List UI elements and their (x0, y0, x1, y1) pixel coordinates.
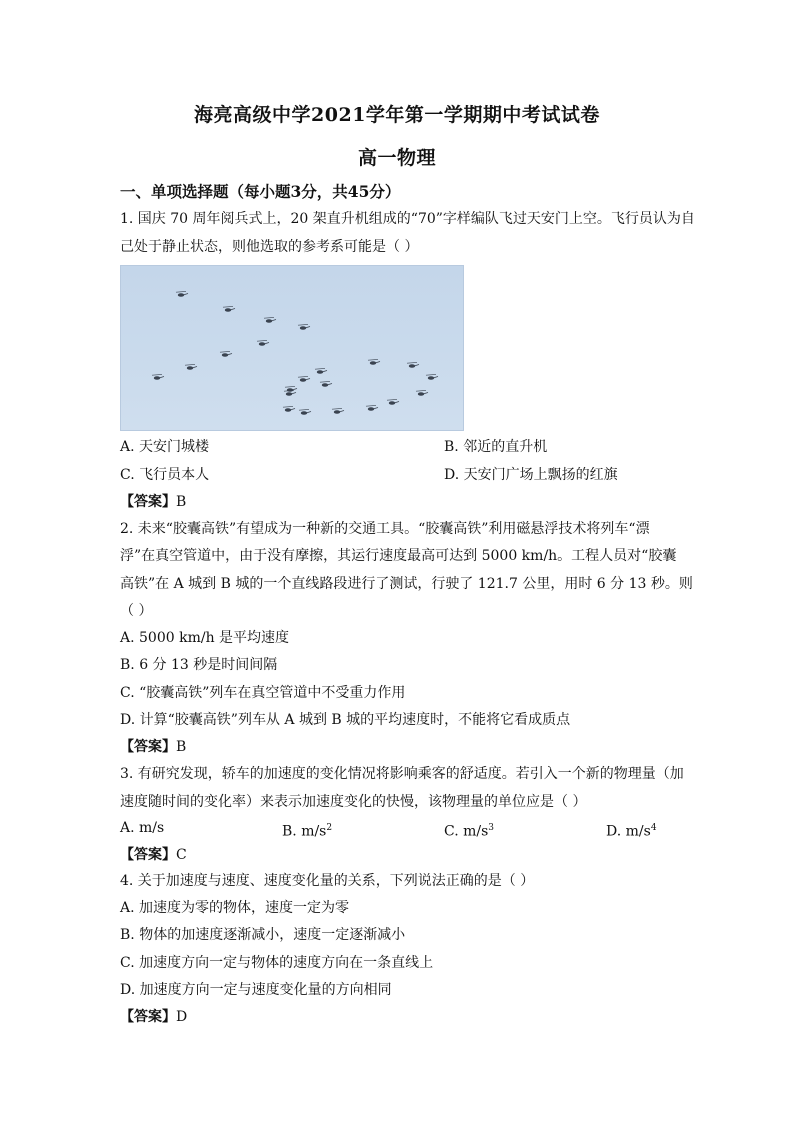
q2-option-a: A. 5000 km/h 是平均速度 (120, 630, 290, 646)
q1-text-line2: 己处于静止状态，则他选取的参考系可能是（ ） (120, 239, 419, 255)
q2-text-line1: 2. 未来“胶囊高铁”有望成为一种新的交通工具。“胶囊高铁”利用磁悬浮技术将列车“漂 (120, 521, 650, 537)
q3-option-a: A. m/s (120, 820, 165, 836)
q3-text-line1: 3. 有研究发现，轿车的加速度的变化情况将影响乘客的舒适度。若引入一个新的物理量（加 (120, 766, 684, 782)
q3-option-b: B. $m/s^2$ (282, 823, 333, 840)
q3-answer (120, 845, 187, 865)
helicopter-icon (332, 408, 344, 413)
q4-answer (120, 1007, 187, 1027)
helicopter-icon (298, 376, 310, 381)
helicopter-icon (366, 405, 378, 410)
q2-answer (120, 737, 186, 757)
q2-text-line2: 浮”在真空管道中，由于没有摩擦，其运行速度最高可达到 5000 km/h。工程人员对“胶囊 (120, 548, 677, 564)
q4-option-b: B. 物体的加速度逐渐减小，速度一定逐渐减小 (120, 927, 406, 943)
q2-option-b: B. 6 分 13 秒是时间间隔 (120, 657, 278, 673)
q1-option-a: A. 天安门城楼 (120, 439, 210, 455)
helicopter-icon (407, 362, 419, 367)
q1-option-c: C. 飞行员本人 (120, 467, 210, 483)
helicopter-icon (264, 317, 276, 322)
exam-title: 海亮高级中学2021学年第一学期期中考试试卷 (194, 104, 600, 126)
section-heading: 一、单项选择题（每小题3分，共45分） (120, 182, 401, 201)
q2-answer-value: B (176, 739, 187, 755)
helicopter-icon (315, 368, 327, 373)
q2-option-c: C. “胶囊高铁”列车在真空管道中不受重力作用 (120, 685, 406, 701)
helicopter-icon (298, 324, 310, 329)
helicopter-icon (152, 374, 164, 379)
answer-label: 【答案】 (120, 739, 176, 755)
answer-label: 【答案】 (120, 847, 176, 863)
q2-option-d: D. 计算“胶囊高铁”列车从 A 城到 B 城的平均速度时，不能将它看成质点 (120, 712, 571, 728)
q1-answer-value: B (176, 494, 187, 510)
helicopter-icon (185, 364, 197, 369)
q3-text-line2: 速度随时间的变化率）来表示加速度变化的快慢，该物理量的单位应是（ ） (120, 794, 587, 810)
q3-option-c: C. $m/s^3$ (444, 823, 495, 840)
q4-option-a: A. 加速度为零的物体，速度一定为零 (120, 900, 350, 916)
answer-label: 【答案】 (120, 494, 176, 510)
answer-label: 【答案】 (120, 1009, 176, 1025)
q3-answer-value: C (176, 847, 187, 863)
helicopter-formation-photo (120, 265, 464, 431)
helicopter-icon (220, 351, 232, 356)
helicopter-icon (176, 291, 188, 296)
q1-option-d: D. 天安门广场上飘扬的红旗 (444, 467, 618, 483)
helicopter-formation-graphic (121, 266, 463, 430)
helicopter-icon (283, 406, 295, 411)
q4-option-d: D. 加速度方向一定与速度变化量的方向相同 (120, 982, 392, 998)
q2-text-line4: （ ） (120, 603, 153, 619)
helicopter-icon (426, 374, 438, 379)
helicopter-icon (416, 390, 428, 395)
helicopter-icon (387, 399, 399, 404)
q1-option-b: B. 邻近的直升机 (444, 439, 548, 455)
helicopter-icon (223, 306, 235, 311)
q3-option-d: D. $m/s^4$ (606, 823, 657, 840)
exam-subject: 高一物理 (357, 147, 436, 169)
helicopter-icon (257, 340, 269, 345)
helicopter-icon (368, 359, 380, 364)
q4-text-line1: 4. 关于加速度与速度、速度变化量的关系，下列说法正确的是（ ） (120, 873, 535, 889)
helicopter-icon (320, 381, 332, 386)
q1-answer (120, 492, 186, 512)
q1-text-line1: 1. 国庆 70 周年阅兵式上，20 架直升机组成的“70”字样编队飞过天安门上空。飞行员认为自 (120, 211, 695, 227)
helicopter-icon (299, 409, 311, 414)
q2-text-line3: 高铁”在 A 城到 B 城的一个直线路段进行了测试，行驶了 121.7 公里，用时 6 分 13 秒。则 (120, 576, 693, 592)
q4-option-c: C. 加速度方向一定与物体的速度方向在一条直线上 (120, 955, 434, 971)
q4-answer-value: D (176, 1009, 188, 1025)
